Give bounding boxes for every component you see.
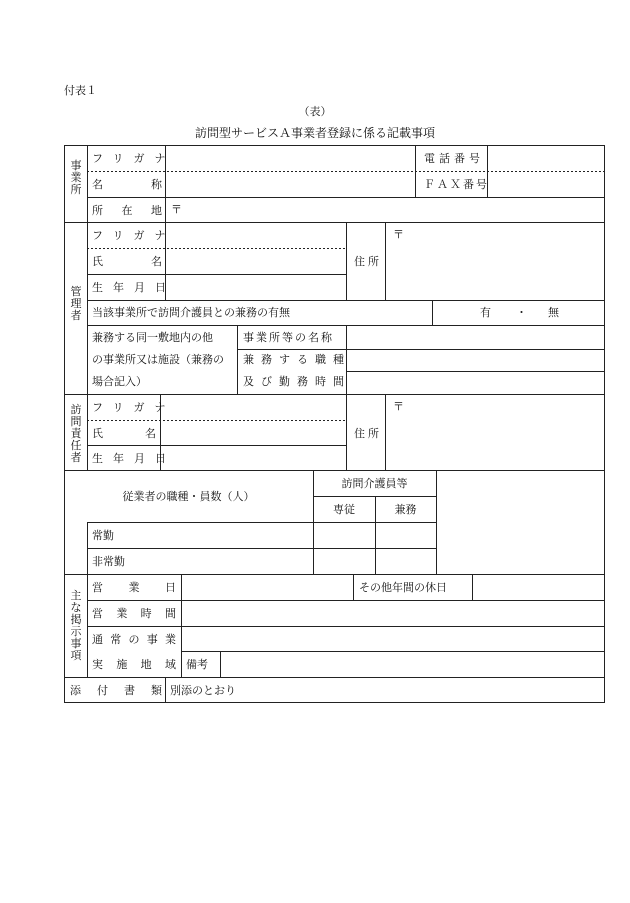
manager-name-label: 氏 名 xyxy=(92,255,162,268)
office-furigana-label: フリガナ xyxy=(92,152,176,165)
manager-address-value: 〒 xyxy=(393,228,404,241)
attachments-label: 添 付 書 類 xyxy=(70,684,162,697)
fulltime-label: 常勤 xyxy=(92,529,114,542)
visit-lead-name-label: 氏 名 xyxy=(92,427,156,440)
other-office-line3: 場合記入） xyxy=(92,375,147,388)
concurrent-dot: ・ xyxy=(516,306,527,319)
attachments-value: 別添のとおり xyxy=(170,684,236,697)
appendix-label: 付表１ xyxy=(64,84,97,97)
business-hours-label: 営 業 時 間 xyxy=(92,607,176,620)
business-days-label: 営 業 日 xyxy=(92,581,176,594)
manager-birth-label: 生年月日 xyxy=(92,281,176,294)
notice-section-label: 主 な 掲 示 事 項 xyxy=(70,589,82,662)
concurrent-label: 兼務 xyxy=(394,503,417,516)
form-title: 訪問型サービスＡ事業者登録に係る記載事項 xyxy=(194,126,435,140)
office-address-label: 所 在 地 xyxy=(92,204,162,217)
duty-label-line1: 兼務する職種 xyxy=(243,353,351,366)
table-marker: （表） xyxy=(298,105,332,118)
concurrent-yes[interactable]: 有 xyxy=(480,306,491,319)
staff-group-label: 訪問介護員等 xyxy=(341,477,408,490)
visit-lead-address-value: 〒 xyxy=(393,400,404,413)
parttime-label: 非常勤 xyxy=(92,555,125,568)
facility-name-label: 事業所等の名称 xyxy=(243,331,334,344)
remarks-label: 備考 xyxy=(186,658,208,671)
office-name-label: 名 称 xyxy=(92,178,162,191)
visit-lead-address-label: 住所 xyxy=(354,427,382,440)
manager-address-label: 住所 xyxy=(354,255,382,268)
holidays-label: その他年間の休日 xyxy=(359,581,447,594)
visit-lead-birth-label: 生年月日 xyxy=(92,452,176,465)
duty-label-line2: 及び勤務時間 xyxy=(243,375,351,388)
staff-heading: 従業者の職種・員数（人） xyxy=(122,490,255,503)
office-address-value: 〒 xyxy=(171,203,182,216)
concurrent-no[interactable]: 無 xyxy=(548,306,559,319)
other-office-line1: 兼務する同一敷地内の他 xyxy=(92,331,213,344)
manager-section-label: 管 理 者 xyxy=(70,285,82,322)
other-office-line2: の事業所又は施設（兼務の xyxy=(92,353,224,366)
visit-lead-section-label: 訪 問 責 任 者 xyxy=(70,403,82,464)
office-section-label: 事 業 所 xyxy=(70,159,82,196)
area-label-line1: 通 常 の 事 業 xyxy=(92,633,176,646)
concurrent-question: 当該事業所で訪問介護員との兼務の有無 xyxy=(92,306,290,319)
fax-label: ＦＡＸ番号 xyxy=(424,178,489,191)
manager-furigana-label: フリガナ xyxy=(92,229,176,242)
visit-lead-furigana-label: フリガナ xyxy=(92,401,176,414)
area-label-line2: 実 施 地 域 xyxy=(92,658,176,671)
phone-label: 電話番号 xyxy=(424,152,484,165)
dedicated-label: 専従 xyxy=(333,503,355,516)
